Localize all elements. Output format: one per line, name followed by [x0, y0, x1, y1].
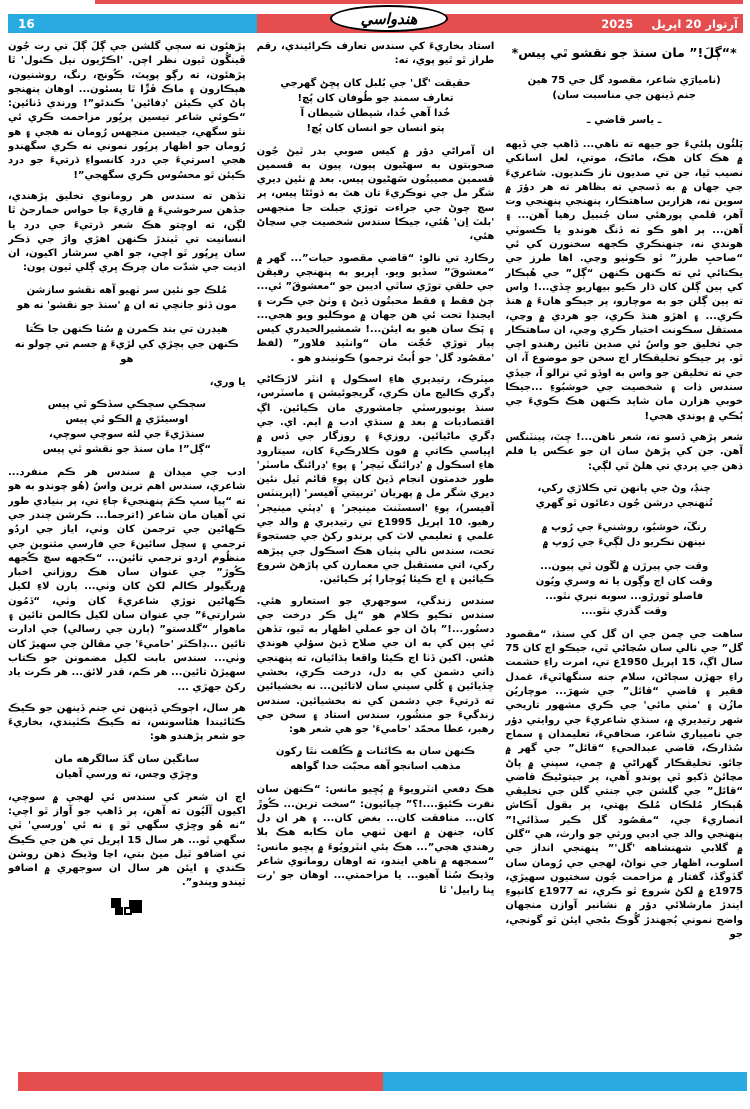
poem-line: نينهن نڪريو دل لڳيءَ جي رُوپ ۾ — [542, 536, 706, 548]
end-mark-square — [124, 907, 132, 915]
poem — [257, 76, 495, 136]
end-of-article-mark — [8, 898, 246, 916]
poem — [8, 322, 246, 367]
end-of-article-glyph — [109, 898, 145, 916]
subhead: (ناميارَي شاعر، مقصود گل جي 75 هين جنم ڏينهن جي مناسبت سان) — [527, 75, 721, 101]
poem-line: وقت جي پيرڙن ۾ لڱون ٿي پيون... — [540, 560, 709, 572]
paragraph: پَلئُون پلئيءَ جو جيهه ته ناهي... ڏاهپ جي ڏيهه ۾ هڪ کان هڪ، ماڻڪ، موتي، لعل اسانکي نصيب ٿيا، جن تي صديون ناز ڪنديون. شاعريءَ جي جهان ۾ به ڏسجي ته بظاهر ته هر دؤرَ ۾ سوين نه، هزارين ساهتڪار، پنهنجي پنهنجي وت آهر، قلمي پورهئي سان جُنبيل رهيا آهن... ۽ آهن... پر اهو ڪو ته ڏنگ هوندو يا ڪسوٽي هوندي نه، جنهنڪري ڪجهه سخنورن کي ئي “صاحبِ طرز” ٿو ڪوٺيو وڃي. اها طرز جي يڪتائي ئي ته ڪنهن ڪنهن “ڳل” جي هُٻڪار کي ٻين ڳلن کان ڌار ڪيو بيهاريو ڇڏي...! واس ته ٻين ڳلن جو به موچارو، پر جيڪو هانءَ ۾ هنڌ ڪري... ۽ اهڙو هنڌ ڪري، جو هردي ۾ وڃي، مستقل سڪونت اختيار ڪري وڃي، ان ساهتڪار جي تخليق جو واسُ ئي صدين تائين رهندو اچي ٿو. پر جيڪو تخليقڪار اڄ سخن جو موضوع آ، ان جي ته تخليقن جو واس به اوڏو ئي نرالو آ، جيڏي سندس ذات ۽ شخصيت جي خوشبُوءِ ...جيڪا خوبي هزارن مان شايد ڪنهن هڪ ڪويءَ جي ٻُڪي ۾ پوندي هجي! — [505, 139, 743, 422]
poem-line: اوسيئڙي ۾ الڪو ٿي پيس — [65, 414, 189, 426]
paragraph: ان آمراڻي دؤر ۾ کيس صوبي بدر ٿيڻ جُون صحوبتون به سهڻيون پيون، پيون به قسمين قسمين مصيبتُون سَهڻيون پيس. بعد ۾ نئين ديري شگر مل جي نوڪريءَ تان هٿ به ڌوئڻا پيس، پر سچ چوڻ جي جراءت توڙي جبلت جا منجهس 'بلٽ اِن' هُئي، جيڪا سندس شخصيت جي سڃاڻ هئي، — [256, 145, 495, 243]
paragraph: يا وري، — [209, 376, 246, 388]
poem-line: چنڊُ، وڻ جي ٻانهن تي ڪلاڙي رکي، — [537, 482, 711, 494]
paragraph: ميٽرڪ، رتيديري هاءِ اسڪول ۽ انٽر لاڙڪاڻي ڊگري ڪاليج مان ڪري، گريجوئيشن ۽ ماسٽرس، سنڌ يونيورسٽي ڄامشوري مان ڪيائين. اڳ اقتصاديات ۾ بعد ۾ سنڌي ادب ۾ ايم. اي. جي ڊگري ماڻيائين. روزيءَ ۽ روزگار جي ڏس ۾ اڀياسي ڪاتي ۾ فون ڪلارڪيءَ کان، سيتارود هاءِ اسڪول ۾ 'ڊرائنگ ٽيچر' ۽ پوءِ 'ڊرائنگ ماسٽر' طور خدمتون انجام ڏيڻ کان پوءِ قائم ٿيل نئين ديري شگر مل ۾ پهريان 'تربيتي آفيسر' (اپرينٽس آفيسر)، پوءِ 'اسسٽنٽ مينيجر' ۽ 'ڊپٽي مينيجر' رهيو. 10 اپريل 1995ع تي رتيديري ۾ والد جي علمي ۽ تعليمي لاٽ کي ٻرندو رکڻ جي جستجوءَ تحت، سندس نالي پٺيان هڪ اسڪول جي پيڙهه رکي، اتي مستقبل جي معمارن کي پاڙهڻ شروع ڪيائين ۽ اڃ ڪيئا پُوڄارا پُر ڪيائين. — [256, 374, 495, 586]
paragraph: سندس زندگي، سوجهري جو استعارو هئي. سندس تڪيو ڪلام هو “ڀل ڪر درخت جي دستُور...!” پاڻ ان جو عملي اظهار به ٿيو، تڏهن ئي ٻين کي به ان جي صلاح ڏيڻ سؤلي هوندي هئس. اکين ڏٺا اڄ ڪيئا واقعا ٻڌائيان، ته پنهنجي ذاتي دشمن کي به دل، درخت ڪري، بخشي ڇڏيائين ۽ کُلي سيني سان لاتائين... نه بخشيائين ته ڌرتيءَ جي دشمن کي نه بخشيائين. سندس زندگيءَ جو منشُور، سندس استاد ۽ سخن جي رهبر، عطا محمّد 'حاميءَ' جو هي شعر هو: — [256, 595, 495, 736]
poem-line: ڪنهن جي ٻچڙي کي لڙيءَ ۾ جسم تي چولو نه هو — [14, 338, 239, 365]
headline: *“ڳلَ!” مان سنڌ جو نقشو ٿي پيس* — [511, 45, 737, 60]
poem-line: تُنهنجي درشن جُون دعائون ٿو گهري — [535, 497, 713, 509]
poem-line: مون ڏٺو جانچي ته ان ۾ 'سنڌ جو نقشو' نه هو — [16, 299, 237, 311]
column-middle — [257, 40, 495, 1069]
poem-line: وقت کان اڄ وڳون يا ته وسري ويُون — [535, 575, 713, 587]
poem — [505, 520, 743, 550]
article-head — [505, 45, 743, 126]
paragraph: شعر پڙهي ڏسو ته، شعر ناهن...! ڇٽ، پينٽنگس آهن. جن کي پڙهڻ سان ان جو عڪس يا فلم ذهن جي پردي تي هلڻ ٿي لڳي: — [505, 431, 743, 472]
paragraph: استاد بخاريءَ کي سندس تعارف ڪرائيندي، رقم طراز ٿو ٿيو پوي، ته: — [256, 41, 495, 67]
poem — [257, 744, 495, 774]
poem-line: وقت گذري نٿو.... — [581, 605, 668, 617]
poem-line: رنگَ، خوشبُو، روشنيءَ جي رُوپ ۾ — [541, 521, 707, 533]
poem-line: ڪنهن سان به ڪائنات ۾ ڪُلفت نٿا رکون — [275, 746, 476, 758]
poem-line: خُدا آهي خُدا، شيطان شيطان آ — [300, 107, 451, 119]
poem-line: پتو انسان جو انسان کان پُڇ! — [306, 122, 445, 134]
poem — [505, 481, 743, 511]
bottom-bar-blue — [383, 1072, 747, 1091]
poem — [8, 397, 246, 457]
poem-line: وڇڙي وڃس، ته ورسي آهيان — [55, 768, 199, 780]
poem-line: هيڊرن تي بند ڪمرن ۾ سُتا ڪنهن جا ڪُتا — [25, 323, 228, 335]
paragraph: هڪ دفعي انٽرويوءَ ۾ پُڇيو مانس: “ڪنهن سان نفرت ڪئيوَ....!؟” چيائيون: “سخت ترين... ڪُوڙَ کان... منافقت کان... بغض کان... ۽ هر ان دل کان، جنهن ۾ انهن ٽنهي مان ڪابه هڪ بلا رهندي هجي”... هڪ ٻئي انٽرويُوءَ ۾ پڇيو مانس: “سمجهه ۾ ناهي ايندو، ته اوهان رومانوي شاعر وڌيڪ سُٺا آهيو... يا مزاحمتي... اوهان جو 'رت ڀنا رابيل' ٿا — [256, 784, 495, 896]
poem — [8, 283, 246, 313]
paragraph: اڄ ان شعر کي سندس ئي لهجي ۾ سوچي، اکيون آلَيُون ته آهن، پر ڏاهپ جو آواز ٿو اچي: “نه هُو وڇڙي سگهي ٿو ۽ نه ئي 'ورسي' ٿي سگهي ٿو... هر سال 15 اپريل تي هن جي ڪيڪ تي اضافو ٿيل ميڻ بتي، اڃا وڌيڪ ذهن روشن ڪندي ۽ ايئن هر سال ان سوجهري ۾ اضافو ٿيندو ويندو”. — [8, 791, 246, 889]
poem-line: سانگين سان گڏ سالگرهه مان — [54, 753, 200, 765]
page-number-band — [8, 14, 257, 33]
poem-line: مذهب اسانجو آهه محبّت خدا گواهه — [290, 761, 461, 773]
column-right — [505, 40, 743, 1069]
bottom-bar-red — [18, 1072, 383, 1091]
column-left — [8, 40, 246, 1069]
poem-line: مُلڪ جو نئين سر ٺهيو آهه نقشو سازشن — [26, 284, 228, 296]
poem-line: فاصلو ٿورڙو... سوبه نبري نٿو... — [545, 590, 704, 602]
paragraph: ساهت جي چمن جي ان گل کي سنڌ، “مقصود گل” جي نالي سان سُڃاڻي ٿي، جيڪو اڄ کان 75 سال اڳ، 15 اپريل 1950ع تي، امرت راءِ حشمت راءِ جهڙن سڄاڻن، سلام جنه سنگهاٽيءَ، غمدل فقير ۽ قاضي “قائل” جي شهرَ... موچاريُن مازُن ۽ 'مٺي مائي' جي ڪري مشهور تاريخي شهر رتيديري ۾، سنڌي شاعريءَ جي روايتي دؤر جي ناميياري شاعر، صحافيءَ، تعليمدان ۽ سماج سُڌارڪ، قاضي عبدالحيءِ “قائل” جي گهر ۾ ڄائو. تخليقڪار گهراڻي ۾ ڄمي، سپني ۾ پاڻ مڃائڻ ڏکيو ٿي پوندو آهي، پر جيتوڻيڪ قاضي “قائل” جي گلشن جي جنتي گلن جي تخليقي هُٻڪار مُلڪان مُلڪ پهتي، پر بقول آڪاش انصاريءَ جي، “مقصُود گل ڪير سڏائي!” پنهنجي والد جي ادبي ورثي جو وارث، هي “گلن ۾ گلابي شهنشاهه 'گل'” پنهنجي انداز جي اسلوب، اظهار جي نواڻ، لهجي جي رُومان سان گڏوگڏ، گفتار ۾ مزاحمت جُون سختيون سهيڙي، 1975ع ۾ لکڻ شروع ٿو ڪري، ته 1977ع کانپوءِ ايندڙ مارشلائي دؤر ۾ نشانبر آوازن منجهان واضح نموني ٻُجهندڙ گُوڪ بڻجي ايئن ٿو گونجي، جو — [505, 628, 743, 941]
edition-year: 2025 — [601, 16, 634, 31]
edition-date: آرتوار 20 اپريل — [651, 16, 738, 31]
poem — [505, 559, 743, 619]
bottom-bar — [18, 1072, 747, 1091]
masthead-logo — [330, 5, 448, 32]
masthead-title: هندواسي — [360, 9, 418, 28]
end-mark-square — [115, 907, 123, 915]
paragraph: هر سال، اڄوڪي ڏينهن تي جنم ڏينهن جو ڪيڪ ڪٽائيندا هئاسونس، ته ڪيڪ ڪٽيندي، بخاريءَ جو شعر پڙهندو هو: — [8, 702, 246, 743]
paragraph: رڪارڊ تي نالو: “قاضي مقصود حيات”... گهر ۾ “معشوقَ” سڏيو ويو. اڀريو به پنهنجي رفيقن جي حلقي توڙي ساٿي اديبن جو “معشوقَ” ئي... ڄڻ فقط ۽ فقط محبتُون ڏيڻ ۽ وٺڻ جي ڪرت ۽ ايجنڊا تحت ئي هن جهان ۾ موڪليو ويو هجي... ۽ پَڪ سان هيو به ايئن...! شمشيرالحيدري کيس پيار توڙي حُجّت مان “وانٽيڊ فلاور” (لفظ 'مقصُود گل' جو اُبتُ ترجمو) ڪوٺيندو هو . — [256, 252, 495, 364]
poem-line: تعارف سمنڊ جو طُوفان کان پُڇ! — [297, 92, 454, 104]
poem — [8, 752, 246, 782]
poem-line: سنڌڙيءَ جي لئه سوچي سوچي، — [49, 429, 205, 441]
page-number: 16 — [18, 16, 35, 31]
paragraph: پڙهئون ته سڄي گلشن جي ڳلَ ڳلَ تي رت جُون ڦينگُون ٿيون نظر اچن. 'اڪرّيون نيل ڪنول' ٿا پڙهئون، ته رڳو پوپٽ، ڪُونج، رنگ، روشنيون، هٻڪارون ۽ ماڪ ڦڙّا ٿا پسئون... اوهان پنهنجو پاڻ کي ڪيئن 'ڊفائين' ڪندئو”! ورندي ڏنائين: “ڪوئي شاعر تيسين پرڀُور مزاحمت ڪري ئي نٿو سگهي، جيسين منجهس رُومان نه هجي ۽ هو رُومان جو اظهار پرڀُور نموني نه ڪري سگهندو هجي !سرتيءَ جي درد کانسواءِ ڌرتيءَ جو درد ڪيئن ٿو محسُوس ڪري سگهجي”! — [8, 41, 246, 181]
byline: ـ ياسر قاضي ـ — [586, 114, 662, 126]
article-body — [8, 40, 743, 1069]
poem-line: سڄڪي سڄڪي سڏڪو ٿي پيس — [47, 399, 206, 411]
paragraph: ادب جي ميدان ۾ سندس هر ڪم منفرد... شاعري، سندس اهم ترين واسُ (هُو چوندو به هو ته “پيا سڀ ڪمَ پنهنجيءَ ڄاءِ تي، پر بنيادي طور تي آهيان مان شاعر (!ترجما... ڪرشن چندر جي ڪهاڻين جي ترجمن کان وٺي، اياز جي اردُو ترجمي ۽ سچل سائينءَ جي فارسي مثنوين جي منظُوم اردو ترجمي تائين... “ڪجهه سچ ڪُجهه ڪُوڙ” جي عنوان سان هڪ روزاني اخبار ۾ريگيولر ڪالم لکڻ کان وٺي... ٻارن لاءِ لکيل ڪهاڻين توڙي شاعريءَ کان وٺي، “ڏمُون شرارتيءَ” جي عنوان سان لکيل ڪالمن تائين ۽ ماهوار “گلدستو” (ٻارن جي رسالي) جي ادارت تائين ...ڊاڪٽر 'حاميءَ' جي مقالن جي سهيڙ کان وٺي... سندس بابت لکيل مضمونن جو ڪتاب سهيڙڻ تائين... هر ڪم، قدر لائق... هر ڪرت ياد رکڻ جهڙي ... — [8, 467, 246, 693]
poem-line: “ڳل”! مان سنڌ جو نقشو ٿي پيس — [42, 444, 211, 456]
poem-line: حقيقت 'گل' جي بُلبل کان پڇڻ گهرجي — [280, 77, 471, 89]
paragraph: تڏهن ته سندس هر رومانوي تخليق پڙهندي، جڏهن سرخوشيءَ ۾ قاريءَ جا حواس خمارجڻ ٿا لڳن، ته اوچتو هڪ شعر ڌرتيءَ جي درد يا انسانيت تي ٿيندڙ ڪنهن اهڙي وارَ جي ذڪر سان ڀرپُور ٿو اچي، جو اهي سرشار اکيون، ان اذيت جي شدّت مان چرڪ ڀري ڳلي ٿيون پون: — [8, 190, 246, 274]
top-rule — [95, 0, 743, 4]
